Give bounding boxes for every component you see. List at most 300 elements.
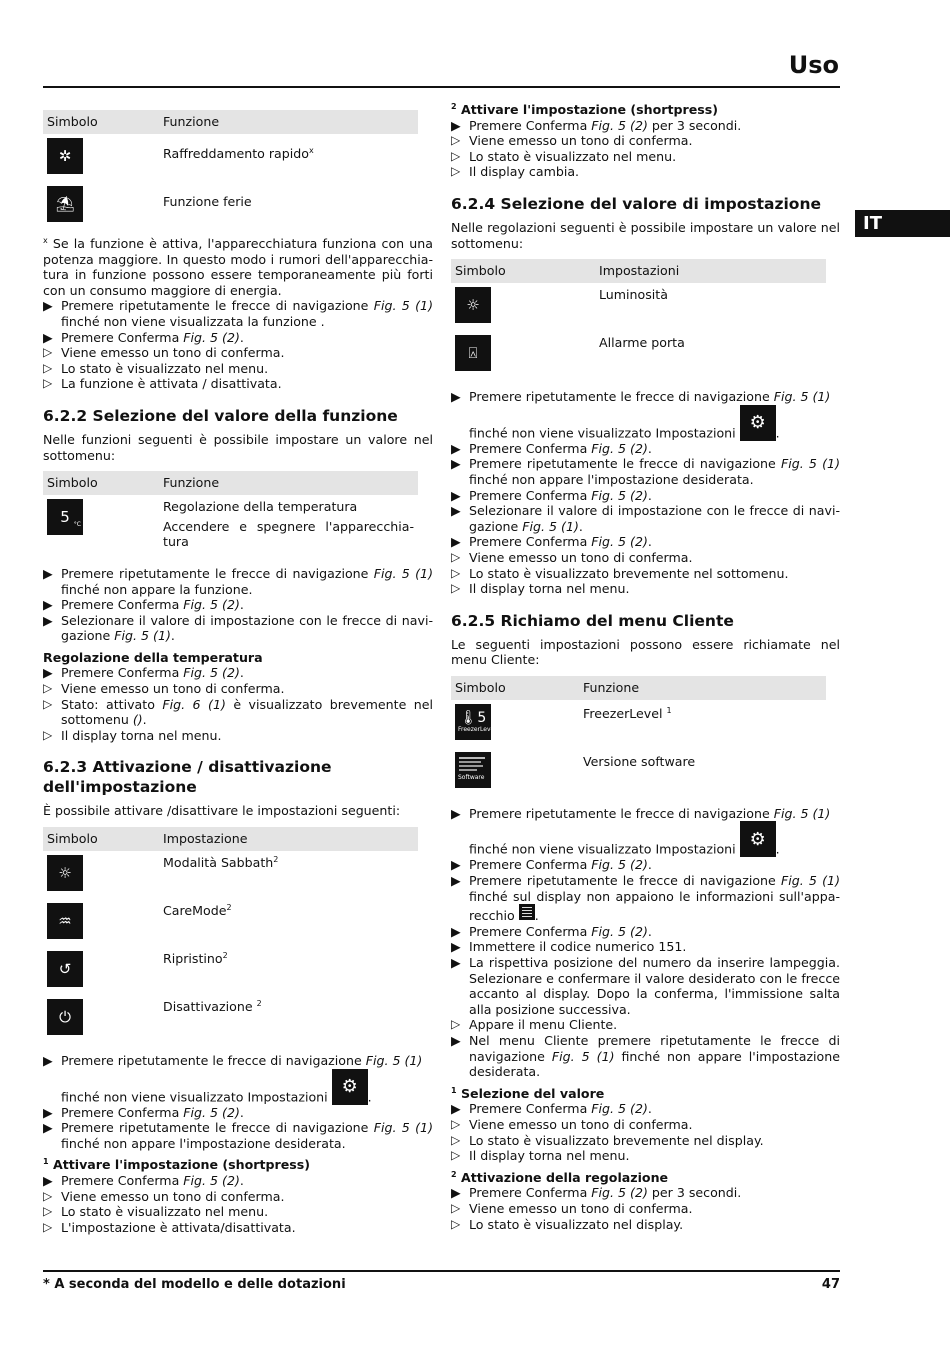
result-marker-icon: ▷ (43, 1188, 53, 1203)
column-header: Impostazioni (595, 259, 826, 283)
superscript: 2 (273, 855, 279, 865)
setting-toggle-table (43, 827, 418, 1043)
subheading-text: Attivare l'impostazione (shortpress) (460, 102, 719, 117)
result-marker-icon: ▷ (43, 696, 53, 711)
gear-icon: ⚙ (740, 405, 776, 441)
step-marker-icon: ▶ (451, 1185, 461, 1201)
footnote-text (43, 236, 433, 298)
result-marker-icon: ▷ (451, 1148, 461, 1163)
result-marker-icon: ▷ (451, 1216, 461, 1231)
step-text: Il display torna nel menu. (61, 727, 222, 743)
subheading (451, 1086, 840, 1102)
list-item (451, 1217, 840, 1233)
list-item (451, 566, 840, 582)
list-item (451, 550, 840, 566)
function-value-table (43, 471, 418, 554)
table-row (43, 182, 418, 230)
column-header: Simbolo (43, 471, 159, 495)
list-item (43, 330, 433, 346)
holiday-icon: ⛱ (47, 186, 83, 222)
step-text: Premere Conferma (469, 857, 592, 873)
result-marker-icon: ▷ (451, 581, 461, 596)
icon-unit: °C (73, 521, 81, 529)
step-text: Premere ripetutamente le frecce di navigazione (469, 873, 781, 889)
result-marker-icon: ▷ (451, 549, 461, 564)
function-label: Funzione ferie (163, 194, 252, 209)
table-row (43, 851, 418, 899)
instruction-list (43, 298, 433, 392)
list-item (43, 1173, 433, 1189)
section-heading: 6.2.4 Selezione del valore di impostazione (451, 194, 821, 213)
figure-reference: Fig. 5 (2) (183, 665, 240, 681)
result-marker-icon: ▷ (43, 1204, 53, 1219)
icon-value: 5 (477, 710, 487, 727)
subheading: Regolazione della temperatura (43, 649, 263, 665)
superscript: 2 (256, 999, 262, 1009)
power-icon: ⏻ (47, 999, 83, 1035)
door-alarm-icon: ⍓ (455, 335, 491, 371)
result-marker-icon: ▷ (451, 1200, 461, 1215)
instruction-list (43, 665, 433, 743)
step-marker-icon: ▶ (451, 440, 461, 456)
step-text: Premere Conferma (469, 534, 592, 550)
icon-value: 5 (60, 507, 70, 526)
figure-reference: Fig. 5 (2) (183, 1104, 240, 1120)
step-text: . (239, 597, 244, 613)
software-version-icon (455, 752, 491, 788)
superscript: x (308, 146, 314, 155)
list-item (43, 1120, 433, 1151)
figure-reference: Fig. 5 (1) (773, 805, 831, 821)
header-divider (43, 86, 840, 88)
step-text: Viene emesso un tono di conferma. (61, 1188, 285, 1204)
column-header: Funzione (159, 110, 418, 134)
list-item (451, 1101, 840, 1117)
list-item (451, 1017, 840, 1033)
step-text: finché sul display non appaiono le informazioni sull'apparecchio (469, 888, 840, 924)
step-text: Premere ripetutamente le frecce di navigazione (469, 456, 781, 472)
figure-reference: Fig. 5 (2) (183, 597, 240, 613)
superscript: 2 (451, 102, 457, 111)
step-text: Premere Conferma (469, 440, 592, 456)
step-text: . (647, 440, 652, 456)
list-item (451, 1133, 840, 1149)
list-item (451, 441, 840, 457)
step-text: . (239, 665, 244, 681)
superscript: 1 (451, 1085, 457, 1095)
table-row (451, 748, 826, 796)
freezer-level-icon: 🌡5 FreezerLevel (455, 704, 491, 740)
step-text: finché non viene visualizzato Impostazioni (469, 425, 740, 441)
instruction-list (43, 566, 433, 644)
step-text: Premere Conferma (469, 1185, 592, 1201)
caremode-icon: ♒ (47, 903, 83, 939)
figure-reference: Fig. 6 (1) (162, 696, 226, 712)
list-item (451, 939, 840, 955)
column-header: Impostazione (159, 827, 418, 851)
step-marker-icon: ▶ (43, 1173, 53, 1188)
step-marker-icon: ▶ (451, 503, 461, 519)
list-item (43, 1189, 433, 1205)
step-text: Premere ripetutamente le frecce di navigazione (61, 298, 374, 314)
left-column (43, 110, 433, 1235)
figure-reference: Fig. 5 (1) (373, 298, 433, 314)
step-text: Viene emesso un tono di conferma. (61, 681, 285, 697)
step-marker-icon: ▶ (43, 612, 53, 628)
list-item (451, 456, 840, 487)
figure-reference: Fig. 5 (1) (551, 1048, 615, 1064)
list-item (451, 581, 840, 597)
section-heading: 6.2.2 Selezione del valore della funzione (43, 406, 398, 425)
instruction-list (451, 1101, 840, 1163)
step-marker-icon: ▶ (451, 389, 461, 405)
function-label: Regolazione della temperatura (163, 499, 358, 515)
table-row (451, 283, 826, 331)
figure-reference: Fig. 5 (2) (183, 1173, 240, 1188)
step-marker-icon: ▶ (451, 487, 461, 503)
column-header: Funzione (159, 471, 418, 495)
step-text: Premere Conferma (61, 1104, 184, 1120)
step-text: . (170, 628, 175, 644)
setting-label: Disattivazione (163, 999, 257, 1015)
page-number: 47 (821, 1277, 840, 1292)
subheading (451, 102, 840, 118)
step-text: Immettere il codice numerico 151. (469, 939, 687, 955)
step-text: Selezionare il valore di impostazione con le frecce di navigazione (61, 612, 433, 644)
list-item (451, 118, 840, 134)
list-item (43, 345, 433, 361)
step-text: finché non appare l'impostazione desiderata. (469, 1048, 840, 1080)
instruction-list (43, 1173, 433, 1235)
step-text: Selezionare il valore di impostazione con le frecce di navigazione (469, 503, 840, 534)
step-text: Premere ripetutamente le frecce di navigazione (61, 565, 374, 581)
step-text: per 3 secondi. (647, 1185, 742, 1201)
step-text: Premere Conferma (61, 597, 184, 613)
step-text: Lo stato è visualizzato nel menu. (469, 148, 677, 164)
table-row (451, 700, 826, 748)
list-item (43, 1053, 433, 1105)
section-heading: 6.2.5 Richiamo del menu Cliente (451, 611, 734, 630)
list-item (451, 955, 840, 1017)
brightness-icon: ☼ (455, 287, 491, 323)
table-row (43, 899, 418, 947)
superscript: 1 (666, 705, 672, 715)
list-item (43, 566, 433, 597)
superscript: 2 (451, 1169, 457, 1179)
figure-reference: Fig. 5 (1) (780, 456, 840, 472)
result-marker-icon: ▷ (451, 1017, 461, 1032)
step-text: finché non viene visualizzato Impostazioni (469, 841, 740, 857)
step-text: Il display torna nel menu. (469, 581, 630, 597)
setting-value-table (451, 259, 826, 379)
instruction-list (451, 118, 840, 180)
list-item (451, 133, 840, 149)
list-item (43, 1220, 433, 1236)
step-text: finché non appare l'impostazione desiderata. (61, 1135, 346, 1151)
step-marker-icon: ▶ (451, 939, 461, 955)
superscript: 2 (226, 903, 232, 913)
step-text: Nel menu Cliente premere ripetutamente le frecce di navigazione (469, 1033, 840, 1064)
setting-label: Ripristino (163, 951, 223, 967)
step-text: Premere Conferma (469, 117, 592, 133)
subheading-text: Selezione del valore (460, 1085, 605, 1101)
figure-reference: () (132, 712, 143, 728)
step-text: per 3 secondi. (647, 117, 742, 133)
step-text: . (647, 534, 652, 550)
step-text: . (239, 329, 244, 345)
step-text: La rispettiva posizione del numero da inserire lampeggia. Selezionare e confermare il valore desiderato con le frecce accanto al display. Dopo la conferma, l'immissione salta alla posizione successiva. (469, 955, 840, 1017)
result-marker-icon: ▷ (451, 148, 461, 163)
step-text: . (775, 425, 780, 441)
step-marker-icon: ▶ (43, 1120, 53, 1136)
step-marker-icon: ▶ (43, 1053, 53, 1069)
reset-icon: ↺ (47, 951, 83, 987)
step-text: Premere Conferma (61, 1173, 184, 1188)
icon-label: FreezerLevel (458, 725, 496, 733)
step-text: . (647, 1101, 652, 1117)
figure-reference: Fig. 5 (2) (591, 923, 648, 939)
gear-icon: ⚙ (740, 821, 776, 857)
step-marker-icon: ▶ (451, 873, 461, 889)
step-marker-icon: ▶ (451, 534, 461, 550)
step-text: Viene emesso un tono di conferma. (469, 549, 693, 565)
step-marker-icon: ▶ (451, 805, 461, 821)
footer-note: * A seconda del modello e delle dotazioni (43, 1277, 346, 1292)
step-text: Premere ripetutamente le frecce di navigazione (469, 805, 774, 821)
step-marker-icon: ▶ (43, 1104, 53, 1120)
paragraph: È possibile attivare /disattivare le impostazioni seguenti: (43, 803, 401, 819)
footnote-body: Se la funzione è attiva, l'apparecchiatura funziona con una potenza maggiore. In questo modo i rumori dell'apparecchiatura in funzione possono essere temporaneamente più forti con un consumo maggiore di energia. (43, 236, 433, 298)
result-marker-icon: ▷ (43, 727, 53, 742)
step-text: Premere Conferma (469, 1101, 592, 1117)
function-symbol-table (43, 110, 418, 230)
figure-reference: Fig. 5 (1) (773, 389, 831, 405)
instruction-list (451, 924, 840, 1080)
column-header: Simbolo (43, 827, 159, 851)
function-label: Versione software (583, 753, 696, 769)
list-item (451, 1148, 840, 1164)
step-text: Il display torna nel menu. (469, 1148, 630, 1164)
step-text: Lo stato è visualizzato nel menu. (61, 360, 269, 376)
setting-label: CareMode (163, 903, 227, 919)
subheading (451, 1170, 840, 1186)
list-item (43, 728, 433, 744)
list-item (43, 613, 433, 644)
list-item (451, 806, 840, 858)
section-heading: 6.2.3 Attivazione / disattivazione dell'impostazione (43, 758, 332, 797)
device-info-icon (519, 904, 535, 920)
step-text: Il display cambia. (469, 164, 580, 180)
list-item (43, 361, 433, 377)
step-text: Lo stato è visualizzato brevemente nel display. (469, 1132, 764, 1148)
instruction-list (451, 389, 840, 441)
result-marker-icon: ▷ (43, 345, 53, 360)
figure-reference: Fig. 5 (2) (591, 1101, 648, 1117)
superscript: 1 (43, 1157, 49, 1167)
sabbath-icon: ☼ (47, 855, 83, 891)
step-text: . (534, 908, 539, 924)
table-row (43, 134, 418, 182)
customer-menu-table (451, 676, 826, 796)
step-marker-icon: ▶ (43, 665, 53, 681)
table-row (43, 947, 418, 995)
figure-reference: Fig. 5 (1) (365, 1053, 423, 1069)
list-item (451, 1033, 840, 1080)
list-item (43, 1204, 433, 1220)
step-marker-icon: ▶ (451, 857, 461, 873)
list-item (451, 149, 840, 165)
list-item (451, 1117, 840, 1133)
result-marker-icon: ▷ (451, 1116, 461, 1131)
result-marker-icon: ▷ (43, 360, 53, 375)
step-marker-icon: ▶ (451, 117, 461, 133)
list-item (451, 503, 840, 534)
list-item (451, 534, 840, 550)
instruction-list (43, 1053, 433, 1151)
step-text: Lo stato è visualizzato brevemente nel sottomenu. (469, 565, 789, 581)
list-item (451, 164, 840, 180)
step-text: . (647, 857, 652, 873)
figure-reference: Fig. 5 (2) (591, 487, 648, 503)
result-marker-icon: ▷ (451, 1132, 461, 1147)
setting-label: Luminosità (599, 287, 668, 303)
setting-label: Modalità Sabbath (163, 855, 274, 871)
result-marker-icon: ▷ (451, 164, 461, 179)
right-column (451, 102, 840, 1232)
step-text: . (239, 1173, 244, 1188)
step-text: L'impostazione è attivata/disattivata. (61, 1219, 296, 1235)
list-item (43, 665, 433, 681)
function-label: Raffreddamento rapido (163, 146, 309, 161)
step-marker-icon: ▶ (451, 1101, 461, 1117)
figure-reference: Fig. 5 (1) (373, 565, 433, 581)
step-text: . (367, 1089, 372, 1105)
list-item (451, 1201, 840, 1217)
figure-reference: Fig. 5 (2) (591, 857, 648, 873)
step-text: Lo stato è visualizzato nel display. (469, 1216, 684, 1232)
paragraph: Nelle regolazioni seguenti è possibile impostare un valore nel sottomenu: (451, 219, 840, 251)
figure-reference: Fig. 5 (1) (373, 1120, 433, 1136)
list-item (451, 1185, 840, 1201)
step-marker-icon: ▶ (43, 597, 53, 613)
column-header: Simbolo (43, 110, 159, 134)
result-marker-icon: ▷ (451, 565, 461, 580)
figure-reference: Fig. 5 (1) (114, 628, 171, 644)
language-tab: IT (855, 210, 950, 237)
column-header: Simbolo (451, 676, 579, 700)
table-row (43, 495, 418, 554)
step-text: Premere Conferma (61, 665, 184, 681)
list-item (451, 857, 840, 873)
result-marker-icon: ▷ (43, 376, 53, 391)
step-text: . (239, 1104, 244, 1120)
table-row (451, 331, 826, 379)
step-text: Viene emesso un tono di conferma. (469, 133, 693, 149)
step-text: è visualizzato brevemente nel sottomenu (61, 696, 433, 728)
superscript: x (43, 236, 48, 245)
list-item (43, 681, 433, 697)
step-marker-icon: ▶ (43, 298, 53, 314)
result-marker-icon: ▷ (43, 1219, 53, 1234)
step-marker-icon: ▶ (451, 1033, 461, 1048)
step-text: Premere Conferma (61, 329, 184, 345)
step-text: Premere Conferma (469, 923, 592, 939)
quick-cool-icon: ✲ (47, 138, 83, 174)
step-text: finché non viene visualizzata la funzione . (61, 313, 325, 329)
step-text: . (142, 712, 147, 728)
step-marker-icon: ▶ (43, 565, 53, 581)
step-text: . (647, 487, 652, 503)
result-marker-icon: ▷ (451, 133, 461, 148)
list-item (43, 1105, 433, 1121)
figure-reference: Fig. 5 (2) (591, 534, 648, 550)
step-marker-icon: ▶ (43, 329, 53, 345)
footer-divider (43, 1270, 840, 1272)
list-item (43, 376, 433, 392)
result-marker-icon: ▷ (43, 681, 53, 696)
gear-icon: ⚙ (332, 1069, 368, 1105)
step-text: finché non appare la funzione. (61, 581, 253, 597)
page-title: Uso (788, 51, 839, 79)
icon-label: Software (458, 773, 485, 781)
list-item (451, 924, 840, 940)
instruction-list (451, 806, 840, 924)
step-text: Lo stato è visualizzato nel menu. (61, 1204, 269, 1220)
step-text: Premere ripetutamente le frecce di navigazione (469, 389, 774, 405)
step-text: . (647, 923, 652, 939)
list-item (451, 873, 840, 924)
list-item (43, 597, 433, 613)
step-text: La funzione è attivata / disattivata. (61, 376, 282, 392)
step-marker-icon: ▶ (451, 456, 461, 472)
table-row (43, 995, 418, 1043)
step-text: Premere ripetutamente le frecce di navigazione (61, 1053, 366, 1069)
subheading-text: Attivazione della regolazione (460, 1169, 669, 1185)
instruction-list (451, 1185, 840, 1232)
figure-reference: Fig. 5 (2) (591, 440, 648, 456)
step-text: . (578, 518, 583, 534)
figure-reference: Fig. 5 (2) (591, 117, 648, 133)
subheading-text: Attivare l'impostazione (shortpress) (52, 1157, 311, 1173)
step-text: finché non appare l'impostazione desiderata. (469, 471, 754, 487)
instruction-list (451, 441, 840, 597)
figure-reference: Fig. 5 (2) (183, 329, 240, 345)
step-text: Premere ripetutamente le frecce di navigazione (61, 1120, 374, 1136)
figure-reference: Fig. 5 (2) (591, 1185, 648, 1201)
paragraph: Nelle funzioni seguenti è possibile impostare un valore nel sottomenu: (43, 431, 433, 463)
step-text: finché non viene visualizzato Impostazioni (61, 1089, 332, 1105)
function-label: FreezerLevel (583, 705, 667, 721)
setting-label: Allarme porta (599, 335, 685, 351)
list-item (451, 488, 840, 504)
step-text: Premere Conferma (469, 487, 592, 503)
function-label: Accendere e spegnere l'apparecchiatura (163, 518, 414, 550)
temperature-icon (47, 499, 83, 535)
subheading (43, 1157, 433, 1173)
step-text: Viene emesso un tono di conferma. (61, 345, 285, 361)
column-header: Simbolo (451, 259, 595, 283)
list-item (43, 298, 433, 329)
column-header: Funzione (579, 676, 826, 700)
step-marker-icon: ▶ (451, 955, 461, 971)
paragraph: Le seguenti impostazioni possono essere richiamate nel menu Cliente: (451, 636, 840, 668)
list-item (43, 697, 433, 728)
figure-reference: Fig. 5 (1) (522, 518, 579, 534)
step-text: . (775, 841, 780, 857)
step-text: Appare il menu Cliente. (469, 1017, 618, 1033)
superscript: 2 (222, 951, 228, 961)
step-text: Viene emesso un tono di conferma. (469, 1116, 693, 1132)
